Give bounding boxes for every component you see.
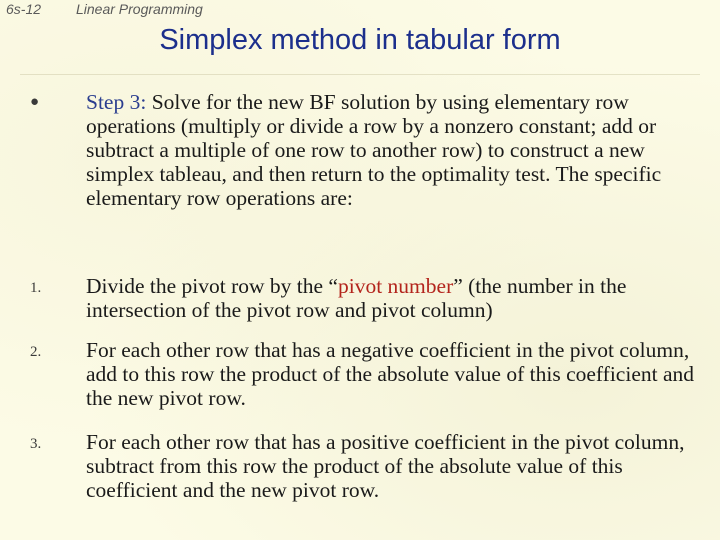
item-3-marker: 3. bbox=[30, 436, 42, 452]
slide-topic: Linear Programming bbox=[76, 1, 203, 17]
slide-title: Simplex method in tabular form bbox=[159, 24, 561, 56]
bullet-icon: ● bbox=[30, 94, 40, 110]
step-text: Solve for the new BF solution by using elementary row operations (multiply or divide a row by a nonzero constant; add or subtract a multiple of one row to another row) to construct a new simplex tableau, and then return to the optimality test. The specific elementary row operations are: bbox=[86, 90, 662, 210]
item-1-after: ” (the number in the intersection of the pivot row and pivot column) bbox=[86, 274, 627, 322]
slide-reference: 6s-12 bbox=[6, 1, 42, 17]
item-2-marker: 2. bbox=[30, 344, 42, 360]
step-paragraph bbox=[86, 90, 716, 210]
item-2-text: For each other row that has a negative coefficient in the pivot column, add to this row the product of the absolute value of this coefficient and the new pivot row. bbox=[86, 338, 695, 410]
item-1-highlight: pivot number bbox=[337, 274, 454, 298]
step-label: Step 3: bbox=[86, 90, 147, 114]
item-3-text: For each other row that has a positive coefficient in the pivot column, subtract from this row the product of the absolute value of this coefficient and the new pivot row. bbox=[86, 430, 685, 502]
title-divider bbox=[20, 74, 700, 75]
item-1-text bbox=[86, 274, 716, 322]
item-1-before: Divide the pivot row by the “ bbox=[86, 274, 338, 298]
item-1-marker: 1. bbox=[30, 280, 42, 296]
